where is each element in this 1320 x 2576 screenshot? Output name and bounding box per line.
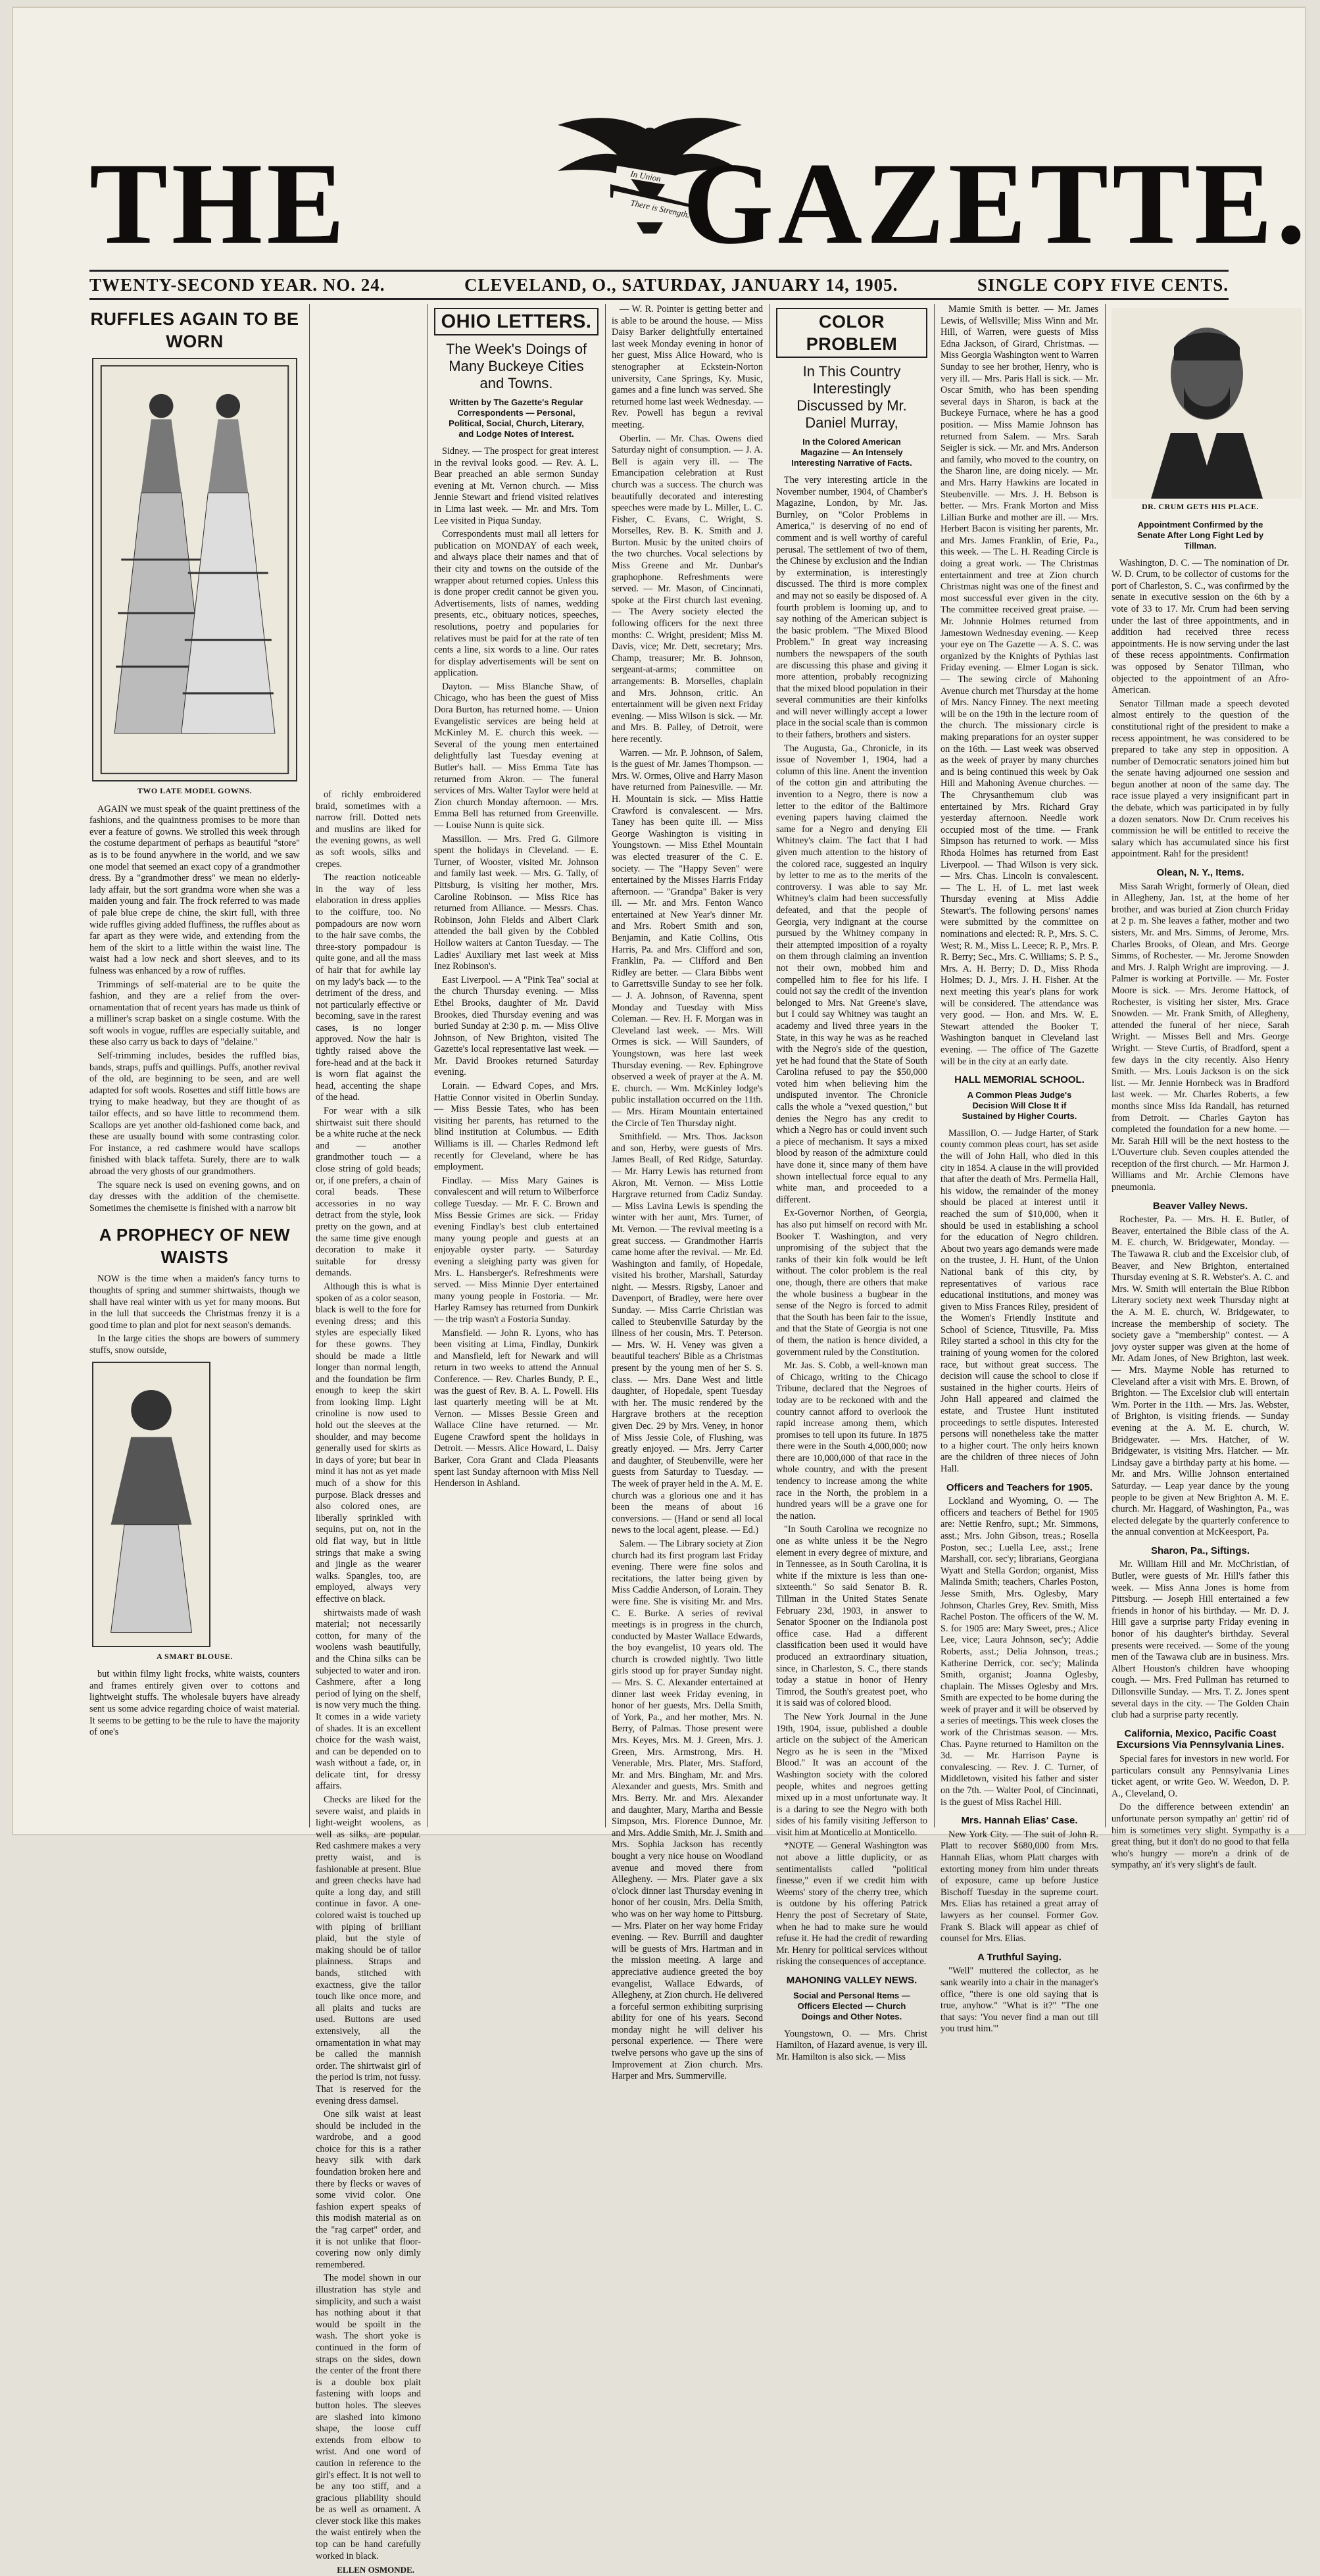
mahoning-para-1: Youngstown, O. — Mrs. Christ Hamilton, of Hazard avenue, is very ill. Mr. Hamilton is also sick. — Miss: [776, 2028, 927, 2062]
masthead: [12, 7, 1310, 295]
hall-school-para: Massillon, O. — Judge Harter, of Stark county common pleas court, has set aside the will of John Hall, who died in this city in 1854. A clause in the will provided that after the death of Mrs. Permelia Hall, his widow, the remainder of the money should be placed at interest until it reached the sum of $10,000, when it should be used in establishing a school for the education of Negro children. About two years ago demands were made on the trustee, J. H. Hunt, of the Union National bank of this city, by representatives of various race educational institutions, and money was given to Miss Frances Riley, president of the Women's Friendly Institute and School of Science, Titusville, Pa. Miss Riley started a school in this city for the training of young women for the colored race, but without great success. The decision will cause the school to close if sustained in the higher courts. Heirs of John Hall appeared and claimed the estate, and Trustee Hunt instituted proceedings to settle disputes. Interested persons will nonetheless take the matter to a higher court. The only heirs known are the children of three nieces of John Hall.: [941, 1127, 1098, 1474]
portrait-image: [1112, 308, 1302, 499]
volume-number: TWENTY-SECOND YEAR. NO. 24.: [89, 274, 385, 295]
california-para-2: Do the difference between extendin' an unfortunate person sympathy an' gettin' rid of him is sometimes very slight. Sympathy is a great thing, but it don't do no good to that fella who's hungry — more'n a drink of de sympathy, an' it's very slight's de fault.: [1112, 1802, 1289, 1871]
blouse-caption: A SMART BLOUSE.: [157, 1651, 233, 1661]
elias-para: New York City. — The suit of John R. Platt to recover $680,000 from Mrs. Hannah Elias, whom Platt charges with extorting money from him under threats of exposure, came up before Justice Bischoff Tuesday in the supreme court. Mrs. Elias has retained a great array of lawyers as her counsel. Former Gov. Frank S. Black will appear as chief of counsel for Mrs. Elias.: [941, 1829, 1098, 1944]
column-color-problem: [776, 304, 927, 2062]
color-para-2: The Augusta, Ga., Chronicle, in its issue of November 1, 1904, had a column of this line. Anent the invention of the cotton gin and attributing the invention to a Negro, there is now a letter to the editor of the Baltimore evening papers having claimed the same for a Negro and denying Eli Whitney's claim. The fact that I had given much attention to the history of the colored race, suggested an inquiry by letter to me as to the merits of the controversy. I was able to say Mr. Whitney's claim had been successfully defeated, and that the people of Georgia, very indignant at the course pursued by the Whitney company in their attempted imposition of a royalty on them through claiming an invention not their own, mobbed him and compelled him to flee for his life. I could not say the credit of the invention belonged to Mrs. Nat Greene's slave, but I could say Whitney was taught an academy and lived three years in the State, in this way he was as he reached with the Negro's side of the question, yet he had found that the State of South Carolina refused to pay the $50,000 voted him when believing him the undisputed inventor. The Chronicle calls the whole a "vexed question," but denies the Negro has any credit to which a Negro has or could invent such a piece of mechanism. It says a mixed blood by reason of the admixture could have done it, since many of them have shown intellectual force equal to any white man, and proceeded to a different.: [776, 743, 927, 1205]
truthful-para: "Well" muttered the collector, as he sank wearily into a chair in the manager's office, "there is one old saying that is true, anyhow." "What is it?" "The one that says: 'You never find a man out till you trust him.'": [941, 1966, 1098, 2035]
ohio-cont-2: Oberlin. — Mr. Chas. Owens died Saturday night of consumption. — J. A. Bell is again very ill. — The Emancipation celebration at Rust church was a success. The church was beautifully decorated and interesting speeches were made by L. Miller, L. C. Fisher, C. Evans, C. Wright, S. Morselles, Rev. B. K. Smith and J. Burton. Music by the united choirs of the two churches. Vocal selections by Miss Greene and Mr. Dunbar's graphophone. Refreshments were served. — Mr. Mason, of Cincinnati, spoke at the First church last evening. — The Avery society elected the following officers for the next three months: C. Wright, president; Miss M. Davis, vice; Mr. Dett, secretary; Mrs. Champ, treasurer; Mr. B. Johnson, sergeant-at-arms; committee on arrangements: B. Morselles, chaplain and Mrs. Johnson, critic. An entertainment will be given next Friday evening. — Miss Wilson is sick. — Mr. and Mrs. B. Palley, of Detroit, were here recently.: [612, 433, 763, 745]
sharon-para: Mr. William Hill and Mr. McChristian, of Butler, were guests of Mr. Hill's father this week. — Miss Anna Jones is home from Pittsburg. — Joseph Hill entertained a few friends in honor of his birthday. — Mr. D. J. Hill gave a surprise party Friday evening in honor of his daughter's birthday. Several presents were received. — Some of the young men of the Tawawa club are in business. Mrs. Albert Houston's children have whooping cough. — Mrs. Fred Pullman has returned to Dillonsville Sunday. — Mrs. T. Z. Jones spent several days in the city. — The Golden Chain club had a surprise party recently.: [1112, 1559, 1289, 1721]
gowns-caption: TWO LATE MODEL GOWNS.: [137, 786, 253, 795]
ohio-cont-3: Warren. — Mr. P. Johnson, of Salem, is the guest of Mr. James Thompson. — Mrs. W. Ormes, Olive and Harry Mason have returned from Painesville. — Mr. H. Mountain is sick. — Miss Hattie Crawford is convalescent. — Mrs. Taney has been quite ill. — Miss George Washington is visiting in Youngstown. — Miss Ethel Mountain was elected treasurer of the C. E. society. — The "Happy Seven" were entertained by the Misses Harris Friday afternoon. — "Grandpa" Baker is very ill. — Mr. and Mrs. Fenton Wanco entertained at New Year's dinner Mr. and Mrs. Robert Smith and son, Benjamin, and Katie Collins, Otis Harris, Pa. and Mrs. Clifford and son, Franklin, Pa. — Clifford and Ben Ridley are better. — Clara Bibbs went to Garrettsville Sunday to see her folk. — J. A. Johnson, of Ravenna, spent Monday and Tuesday with Miss Coleman. — Rev. H. F. Morgan was in Cleveland last week. — Mrs. Will Ormes is sick. — Will Saunders, of Youngstown, was here last week Thursday evening. — Rev. Ephingrove observed a week of prayer at the A. M. E. church. — Wm. McKinley lodge's public installation occurred on the 11th. — Mrs. Hiram Mountain entertained the Circle of Ten Thursday night.: [612, 747, 763, 1129]
beaver-para: Rochester, Pa. — Mrs. H. E. Butler, of Beaver, entertained the Bible class of the A. M. E. church, W. Bridgewater, Monday. — The Tawawa R. club and the Excelsior club, of Beaver, and New Brighton, entertained Thursday evening at S. R. Webster's. A. C. and Mrs. W. Smith will entertain the Blue Ribbon Literary society next week Thursday night at the A. M. E. church, W. Bridgewater, to increase the membership of society. The society gave a "membership" contest. — A jovy oyster supper was given at the home of Mr. Adam Jones, of New Brighton, last week. — Mrs. Mayme Noble has returned to Cleveland after a visit with Mrs. E. Brown, of Brighton. — The Excelsior club will entertain Wm. Porter in the 11th. — Mrs. Jas. Webster, of Brighton, is visiting friends. — Sunday evening at the A. M. E. church, W. Bridgewater. — Mrs. Hatcher, of W. Bridgewater, is visiting Mrs. Hatcher. — Mr. Lindsay gave a birthday party at his home. — Mr. and Mrs. Willie Johnson entertained Saturday. — Leap year dance by the young people to be given at New Brighton A. M. E. church. Mr. Haggard, of Washington, Pa., was elected delegate by the quarterly conference to the annual convention at McKeesport, Pa.: [1112, 1214, 1289, 1538]
truthful-head: A Truthful Saying.: [977, 1951, 1062, 1963]
color-subdeck: In the Colored American Magazine — An Intensely Interesting Narrative of Facts.: [791, 437, 912, 468]
ohio-cont-5: Salem. — The Library society at Zion church had its first program last Friday evening. There were fine solos and recitations, the latter being given by Miss Caddie Anderson, of Lorain. They were fine. She is visiting Mr. and Mrs. C. E. Burke. A series of revival meetings is in progress in the church, conducted by Master Wallace Edwards, the boy evangelist, 10 years old. The church is crowded nightly. Two little girls stood up for prayer Sunday night. — Mrs. S. C. Alexander entertained at dinner last week Friday evening, in honor of her guests, Mrs. Della Smith, of York, Pa., and her mother, Mrs. N. Berry, of Palmas. Those present were Mrs. Keyes, Mrs. M. J. Green, Mrs. J. Green, Mrs. Armstrong, Mrs. H. Venerable, Mrs. Plater, Mrs. Stafford, Mr. and Mrs. Bingham, Mr. and Mrs. Alexander and guests, Mrs. Smith and Mrs. Berry. Mr. and Mrs. Alexander and daughter, Mary, Martha and Bessie Simpson, Mrs. Florence Dunnoe, Mr. and Mrs. Addie Smith, Mr. J. Smith and Mrs. Sophia Jackson has recently bought a very nice house on Woodland avenue and moved there from Allegheny. — Mrs. Plater gave a six o'clock dinner last Thursday evening in honor of her cousin, Mrs. Della Smith, who was on her way home to Pittsburg. — Mrs. Plater on her way home Friday evening. — Rev. Burrill and daughter will be guests of Mrs. Hartman and in the mission meeting. A large and appreciative audience greeted the boy evangelist, Wallace Edwards, of Allegheny, at Zion church. He delivered a forceful sermon exhibiting surprising ability for one of his years. Second monday night he will deliver his personal experience. — There were twelve persons who gave up the sins of Improvement at Zion church. Mrs. Harper and Mrs. Summerville.: [612, 1538, 763, 2082]
officers-head: Officers and Teachers for 1905.: [946, 1481, 1093, 1493]
color-deck: In This Country Interestingly Discussed by Mr. Daniel Murray,: [796, 363, 907, 431]
column-mahoning: [941, 304, 1098, 2035]
blouse-illustration: [92, 1362, 210, 1647]
color-para-5: "In South Carolina we recognize no one as white unless it be the Negro element in every degree of mixture, and in Tennessee, as in South Carolina, it is white if the mixture is less than one-sixteenth." So said Senator B. R. Tillman in the United States Senate February 23d, 1903, in answer to Senator Spooner on the Indianola post office case. Had a different classification been used it would have produced an extraordinary situation, since, in Charleston, S. C., there stands today a statue in honor of Henry Timrod, the South's greatest poet, who it is said was of colored blood.: [776, 1524, 927, 1709]
ruffles-para-4: The square neck is used on evening gowns, and on day dresses with the addition of the chemisette. Sometimes the chemisette is finished with a narrow bit: [89, 1179, 300, 1214]
waists-para-3: but within filmy light frocks, white waists, counters and frames entirely given over to cottons and lightweight stuffs. The wholesale buyers have already sent us some advice regarding choice of waist material. It seems to be getting to be the rule to have the majority of one's: [89, 1669, 300, 1738]
crum-para-2: Senator Tillman made a speech devoted almost entirely to the question of the constitutional right of the president to make a recess appointment, he was considered to be prepared to take any step in opposition. A number of Democratic senators joined him but the senate having adjourned one session and begun another at noon of the same day. The race issue played a very insignificant part in the debate, which was participated in by fully a dozen senators. Now Dr. Crum receives his commission he will be entitled to receive the salary which has accumulated since his first appointment. Rah! for the president!: [1112, 698, 1289, 860]
headline-ohio-letters: OHIO LETTERS.: [434, 308, 599, 335]
elias-head: Mrs. Hannah Elias' Case.: [961, 1815, 1078, 1827]
ohio-cont-4: Smithfield. — Mrs. Thos. Jackson and son, Herby, were guests of Mrs. James Beall, of Red Ridge, Saturday. — Mr. Harry Lewis has returned from Akron, Mt. Vernon. — Miss Lottie Hargrave returned from Cadiz Sunday. — Miss Lavina Lewis is spending the winter with her aunt, Mrs. Turner, of Mt. Vernon. — The revival meeting is a great success. — Grandmother Harris came home after the revival. — Mr. Ed. Washington and family, of Hopedale, visited his brother, Marshall, Saturday night. — Messrs. Rigsby, Lanoer and Davenport, of Bradley, were here over Sunday. — Miss Carrie Christian was called to Steubenville Saturday by the illness of her cousin, Mrs. T. Peterson. — Mrs. W. H. Veney was given a beautiful teachers' Bible as a Christmas present by the young men of her S. S. class. — Mrs. Dane West and little daughter, of Hopedale, spent Tuesday with her. The music rendered by the Hargrave brothers at the reception given Dec. 29 by Mrs. Veney, in honor of Miss Jessie Cole, of Flushing, was greatly enjoyed. — Mrs. Jerry Carter and daughter, of Steubenville, were her guests from Saturday to Tuesday. — The week of prayer held in the A. M. E. church was a glorious one and it has been the means of about 16 conversions. — (Hand or send all local news to the local agent, please. — Ed.): [612, 1131, 763, 1536]
ohio-para-3: Dayton. — Miss Blanche Shaw, of Chicago, who has been the guest of Miss Dora Burton, has returned home. — Union Evangelistic services are being held at McKinley M. E. church this week. — Several of the young men entertained delightfully last Tuesday evening at Butler's hall. — Miss Emma Tate has returned from Akron. — The funeral services of Mrs. Walter Taylor were held at Zion church Monday afternoon. — Mrs. Emma Bell has returned from Greenville. — Louise Nunn is quite sick.: [434, 681, 599, 831]
ohio-para-6: Lorain. — Edward Copes, and Mrs. Hattie Connor visited in Oberlin Sunday. — Miss Bessie Tates, who has been visiting her parents, has returned to the blind institution at Columbus. — Edith Williams is ill. — Charles Redmond left recently for Cleveland, where he has employment.: [434, 1081, 599, 1173]
fashion-cont-2: The reaction noticeable in the way of less elaboration in dress applies to the coiffure, too. No pompadours are now worn to the hair save combs, the three-story pompadour is quite gone, and all the mass of hair that for awhile lay on my lady's back — to the detriment of the dress, and not particularly effective or becoming, save in the rarest cases, is no longer approved. Now the hair is tightly raised above the fore-head and at the back it is worn flat against the head, accenting the shape of the head.: [316, 872, 421, 1103]
headline-ruffles: RUFFLES AGAIN TO BE WORN: [90, 309, 299, 351]
ohio-cont-1: — W. R. Pointer is getting better and is able to be around the house. — Miss Daisy Barker delightfully entertained last week Monday evening in honor of her guest, Miss Alice Howard, who is stenographer at Eckstein-Norton university, Cane Springs, Ky. Music, games and a fine lunch was served. She returned home last week Wednesday. — Rev. Powell has begun a revival meeting.: [612, 304, 763, 430]
fashion-cont-7: One silk waist at least should be included in the wardrobe, and a good choice for this is a rather heavy silk with dark foundation broken here and there by flecks or waves of some vivid color. One fashion expert speaks of this modish material as on the "rag carpet" order, and it is not unlike that floor-covering now only dimly remembered.: [316, 2109, 421, 2270]
fashion-cont-8: The model shown in our illustration has style and simplicity, and such a waist has nothing about it that would be spoilt in the wash. The short yoke is continued in the form of straps on the sides, down the center of the front there is a double box plait fastening with loops and button holes. The sleeves are slashed into kimono shape, the loose cuff extends from elbow to wrist. And one word of caution in reference to the girl's effect. It is not well to be any too stiff, and a gracious pliability should be as well as ornament. A clever stock like this makes the waist entirely when the top can be hand carefully worked in black.: [316, 2273, 421, 2562]
ohio-deck: The Week's Doings of Many Buckeye Cities and Towns.: [445, 341, 587, 391]
gowns-illustration: [92, 358, 297, 781]
place-date: CLEVELAND, O., SATURDAY, JANUARY 14, 1905.: [464, 274, 898, 295]
masthead-title-right: GAZETTE.: [683, 138, 1310, 268]
crum-para-1: Washington, D. C. — The nomination of Dr. W. D. Crum, to be collector of customs for the port of Charleston, S. C., was confirmed by the senate in executive session on the 6th by a vote of 33 to 17. Mr. Crum had been serving under the last of three appointments, and in addition had received three recess appointments. He is now serving under the last of these recess appointments. Confirmation was opposed by Senator Tillman, who objected to the appointment of an Afro-American.: [1112, 557, 1290, 696]
dateline: [89, 270, 1229, 300]
column-ohio-letters: [434, 304, 599, 1827]
crum-caption: DR. CRUM GETS HIS PLACE.: [1141, 502, 1259, 511]
fashion-cont-5: shirtwaists made of wash material; not necessarily cotton, for many of the woolens wash beautifully, and the China silks can be subjected to water and iron. Cashmere, after a long period of lying on the shelf, is now very much the thing. It comes in a wide variety of shades. It is an excellent choice for the wash waist, and can be depended on to wash without a fade, or, in delicate tint, for dressy affairs.: [316, 1607, 421, 1792]
fashion-cont-1: of richly embroidered braid, sometimes with a narrow frill. Dotted nets and muslins are liked for the evening gowns, as well as soft wools, silks and crepes.: [316, 789, 421, 870]
olean-para: Miss Sarah Wright, formerly of Olean, died in Allegheny, Jan. 1st, at the home of her brother, and was buried at Zion church Friday at 2 p. m. She leaves a father, mother and two sisters, Mr. and Mrs. Simms, of Jerome, Mrs. Charles Brooks, of Olean, and Mrs. George Simms, of Rochester. — Mr. Jerome Snowden and Mrs. J. Ralph Wright are improving. — J. Palmer is working at Portville. — Mr. Foster Moore is sick. — Mrs. Jerome Hattock, of Rochester, is visiting her sister, Mrs. Grace Snowden. — Mr. Frank Smith, of Allegheny, attended the funeral of her niece, Sarah Wright. — Misses Bell and Mrs. George Wright. — Steve Curtis, of Bradford, spent a few days in the city recently. Also Henry Smith. — Mrs. Louis Jackson is on the sick list. — Mr. Jennie Hornbeck was in Bradford last week. — Mr. Charles Roberts, a few months since Miss Ida Randall, has returned from Detroit. — Charles Gayton has completed the foundation for a new home. — Mr. Sarah Hill will be the next hostess to the L'Ouverture club. Seven couples attended the reception of the first church. — Mr. Harmon J. Williams and Mr. Archie Clemons have pneumonia.: [1112, 881, 1289, 1193]
newspaper-page: [12, 7, 1310, 2575]
column-rule: [934, 304, 935, 1827]
smart-blouse-image: [93, 1363, 209, 1646]
signature: ELLEN OSMONDE.: [337, 2565, 414, 2575]
california-head: California, Mexico, Pacific Coast Excursions Via Pennsylvania Lines.: [1116, 1727, 1284, 1751]
hall-school-head: HALL MEMORIAL SCHOOL.: [954, 1074, 1085, 1086]
beaver-head: Beaver Valley News.: [1152, 1200, 1248, 1212]
price: SINGLE COPY FIVE CENTS.: [977, 274, 1229, 295]
banner-lower: There is Strength.: [629, 197, 691, 220]
fashion-cont-6: Checks are liked for the severe waist, and plaids in light-weight woolens, as well as silks, are popular. Red cashmere makes a very pretty waist, and is fashionable at present. Blue and green checks have had quite a long day, and still continue in favor. A one-colored waist is touched up with piping of brilliant plaid, but the style of making should be of tailor plainness. Straps and bands, stitched with exactness, give the tailor touch like once more, and all plaits and tucks are used. Buttons are used extensively, all the ornamentation in what may be called the mannish order. The shirtwaist girl of the period is trim, not fussy. That is reserved for the evening dress damsel.: [316, 1795, 421, 2106]
color-para-3: Ex-Governor Northen, of Georgia, has also put himself on record with Mr. Booker T. Washington, and very unpromising of the subject that the ranks of their kin folk would be left without. The color problem is the real one, though, there are others that make the whole business a bugbear in the sense of the Negro is forced to admit that the South has been fair to the issue, and that the State of Georgia is not one of them, the nation is hence divided, a government ruled by the Constitution.: [776, 1208, 927, 1358]
crum-portrait: [1112, 308, 1302, 499]
ohio-subdeck: Written by The Gazette's Regular Correspondents — Personal, Political, Social, Church, Literary, and Lodge Notes of Interest.: [449, 397, 584, 439]
color-para-6: The New York Journal in the June 19th, 1904, issue, published a double article on the subject of the American Negro as he is seen in the "Mixed Blood." It was an account of the Washington society with the colored people, whites and negroes getting mixed up in a most unfortunate way. It is a daring to see the Negro with both sides of his family visiting Jefferson to visit him at Monticello at Monticello.: [776, 1711, 927, 1838]
masthead-title-left: THE: [89, 138, 349, 268]
color-para-7: *NOTE — General Washington was not above a little duplicity, or as sentimentalists called "political finesse," even if we credit him with Weems' story of the cherry tree, which is outdone by his offering Patrick Henry the post of Secretary of State, when he had to make sure he would refuse it. He had the credit of rewarding Mr. Henry for political services without risking the consequences of acceptance.: [776, 1841, 927, 1968]
ruffles-para-3: Self-trimming includes, besides the ruffled bias, bands, straps, puffs and quillings. Puffs, another revival of the old, are beginning to be seen, and are well adapted for soft wools. Rosettes and stiff little bows are trying to make headway, but they are thought of as tailor effects, and so have little to recommend them. Scallops are yet another old-fashioned come back, and these are usually bound with some contrasting color. For instance, a red cashmere would have scallops finished with black taffeta. Surely, there are to walk abroad the very ghosts of our grandmothers.: [89, 1051, 300, 1177]
color-para-4: Mr. Jas. S. Cobb, a well-known man of Chicago, writing to the Chicago Tribune, declared that the Negroes of today are to be reckoned with and the country cannot afford to overlook the rapid increase among them, which promises to tell upon its future. In 1875 there were in the South 4,000,000; now there are 10,000,000 of that race in the whole country, and with the present tendency to increase among the white race in the North, the problem in a hundred years will be a grave one for the nation.: [776, 1360, 927, 1522]
ohio-para-2: Correspondents must mail all letters for publication on MONDAY of each week, and always place their names and that of their city and towns on the outside of the wrapper about returned copies. Unless this is done proper credit cannot be given you. Advertisements, lists of names, wedding presents, etc., obituary notices, speeches, resolutions, poetry and popularies for relatives must be paid for at the rate of ten cents a line, six words to a line. Our rates for display advertisements will be sent on application.: [434, 529, 599, 679]
column-crum: [1112, 304, 1290, 1871]
banner-upper: In Union: [629, 168, 662, 184]
ohio-para-8: Mansfield. — John R. Lyons, who has been visiting at Lima, Findlay, Dunkirk and Mansfield, left for Newark and will return in two weeks to attend the Annual Conference. — Rev. Charles Bundy, P. E., was the guest of Rev. B. A. L. Powell. His last quarterly meeting will be at Mt. Vernon. — Misses Bessie Green and Wallace Cline have returned. — Mr. Eugene Crawford spent the holidays in Detroit. — Messrs. Alice Howard, L. Daisy Barker, Cora Grant and Clada Pleasants spent last Sunday afternoon with Miss Nell Henderson in Ashland.: [434, 1327, 599, 1489]
mahoning-subdeck: Social and Personal Items — Officers Elected — Church Doings and Other Notes.: [793, 1990, 910, 2021]
headline-color-problem: COLOR PROBLEM: [776, 308, 927, 358]
crum-subdeck: Appointment Confirmed by the Senate After Long Fight Led by Tillman.: [1137, 519, 1264, 551]
column-ohio-continued: [612, 304, 763, 2082]
ohio-para-7: Findlay. — Miss Mary Gaines is convalescent and will return to Wilberforce college Tuesday. — Mr. F. C. Brown and Miss Bessie Grimes are sick. — Friday evening Findlay's best club entertained many young people and guests at an enjoyable oyster party. — Saturday evening a sleighing party was given for Mrs. L. Hansberger's. Refreshments were served. — Miss Minnie Dyer entertained many young people in Fostoria. — Mr. Harley Ramsey has returned from Dunkirk — the trip wasn't a Fostoria Sunday.: [434, 1175, 599, 1325]
ohio-para-1: Sidney. — The prospect for great interest in the revival looks good. — Rev. A. L. Bear preached an able sermon Sunday evening at Mt. Vernon church. — Miss Jennie Stewart and friend visited relatives in Lima last week. — Mr. and Mrs. Tom Lee visited in Piqua Sunday.: [434, 446, 599, 526]
ruffles-para-1: AGAIN we must speak of the quaint prettiness of the fashions, and the quaintness promises to be more than ever a feature of gowns. We strolled this week through the costume department of perhaps as beautiful "store" as is to be found anywhere in the world, and we saw one model that seemed an exact copy of a grandmother dress. By a "grandmother dress" we mean no elderly-lady affair, but the sort grandma wore when she was a maiden young and fair. The frock referred to was made of pale blue crepe de chine, the skirt full, with three wide ruffles giving added fluffiness, the ruffles about as far apart as they were wide, and extending from the hem of the skirt to a little within the waist line. The waist had a low neck and short sleeves, and to its fulness was enhanced by a row of ruffles.: [89, 803, 300, 976]
ruffles-para-2: Trimmings of self-material are to be quite the fashion, and they are a relief from the over-ornamentation that of recent years has made us think of a milliner's scrap basket on a single costume. With the soft wools in vogue, ruffles are especially suitable, and these also carry us back to days of "delaine.": [89, 979, 300, 1048]
fashion-cont-3: For wear with a silk shirtwaist suit there should be a white ruche at the neck and — another grandmother touch — a close string of gold beads; or, if one prefers, a chain of coral beads. These accessories in no way detract from the style, look pretty on the gown, and at the same time give enough decoration to make it suitable for dressy demands.: [316, 1106, 421, 1279]
column-fashion-right: [316, 789, 421, 2575]
column-rule: [309, 304, 310, 1827]
hall-school-subdeck: A Common Pleas Judge's Decision Will Close It if Sustained by Higher Courts.: [962, 1089, 1077, 1121]
ohio-para-4: Massillon. — Mrs. Fred G. Gilmore spent the holidays in Cleveland. — E. Turner, of Wooster, visited Mr. Johnson and family last week. — Mrs. G. Tally, of Pittsburg, is visiting her mother, Mrs. Caroline Robinson. — Miss Rice has returned from Alliance. — Messrs. Chas. Robinson, John Fields and Albert Clark attended the ball given by the Cobbled Hollow waiters at Canton Tuesday. — The Ladies' Auxiliary met last week at Miss Inez Robinson's.: [434, 833, 599, 972]
waists-para-1: NOW is the time when a maiden's fancy turns to thoughts of spring and summer shirtwaists, though we shall have real winter with us yet for many moons. But in the lull that succeeds the Christmas frenzy it is a good time to plan and plot for next season's demands.: [89, 1274, 300, 1331]
fashion-cont-4: Although this is what is spoken of as a color season, black is well to the fore for evening dress; and this styles are especially liked for these gowns. They should be made a little longer than normal length, and the foundation be firm enough to keep the skirt from looking limp. Light crinoline is now used to hold out the sleeves at the shoulder, and may become generally used for skirts as in days of yore; but bear in mind it has not as yet made much of a show for this purpose. Black dresses and also colored ones, are liberally sprinkled with sequins, put on, not in the old flat way, but in little strings that make a swing and jingle as the wearer walks. Spangles, too, are employed, always very effective on black.: [316, 1281, 421, 1604]
column-rule: [605, 304, 606, 1827]
two-gowns-image: [93, 359, 296, 780]
officers-para: Lockland and Wyoming, O. — The officers and teachers of Bethel for 1905 are: Nettie Renfro, supt.; Mr. Simmons, asst.; Mrs. John Gibson, treas.; Rosella Poston, sec.; Luella Lee, asst.; Irene Marshall, cor. sec'y; librarians, Georgiana Wyatt and Stella Gordon; organist, Miss Malinda Smith; teachers, Charles Poston, Jesse Smith, Mrs. Oglesby, Mary Johnson, Charles Grey, Rev. Smith, Miss Rachel Poston. The officers of the W. M. S. for 1905 are: Mary Sweet, pres.; Alice Lee, vice; Laura Johnson, sec'y; Addie Roberts, asst.; Delia Johnson, treas.; Katherine Derrick, cor. sec'y; Malinda Smith, organist; Joanna Oglesby, chaplain. The Misses Oglesby and Mrs. Smith are expected to be home during the week of prayer and it will be observed by a series of meetings. This week closes the work of the Christmas season. — Mrs. Chas. Payne returned to Hamilton on the 3d. — Mr. Harrison Payne is convalescing. — Rev. J. C. Turner, of Middletown, visited his father and sister on the 7th. — Walter Pool, of Cincinnati, is the guest of Miss Rachel Hill.: [941, 1496, 1098, 1808]
olean-head: Olean, N. Y., Items.: [1156, 867, 1244, 879]
column-fashion-left: [89, 304, 300, 1827]
headline-waists: A PROPHECY OF NEW WAISTS: [99, 1225, 291, 1268]
waists-para-2: In the large cities the shops are bowers of summery stuffs, snow outside,: [89, 1333, 300, 1356]
mahoning-head: MAHONING VALLEY NEWS.: [786, 1975, 917, 1986]
column-rule: [1105, 304, 1106, 1827]
color-para-1: The very interesting article in the November number, 1904, of Chamber's Magazine, London, by Mr. Jas. Burnley, on "Color Problems in America," is deserving of no end of comment and is well worthy of careful perusal. The settlement of two of them, the Chinese by exclusion and the Indian by extermination, is interestingly discussed. The third is more complex and may not so easily be disposed of. A fourth problem is looming up, and to say nothing of the American subject is the basic problem. "The Mixed Blood Problem." In great way increasing numbers the newspapers of the south are discussing this phase and giving it more attention, probably recognizing that the mixed blood population in their several communities are their kinfolks and will never willingly accept a lower place in the social scale than is common to their fathers, brothers and sisters.: [776, 475, 927, 741]
sharon-head: Sharon, Pa., Siftings.: [1150, 1545, 1250, 1556]
mahoning-cont: Mamie Smith is better. — Mr. James Lewis, of Wellsville; Miss Winn and Mr. Hill, of Warren, were guests of Miss Edna Jackson, of Girard, Christmas. — Miss Georgia Washington went to Warren Sunday to see her brother, Henry, who is very ill. — Mrs. Paris Hall is sick. — Mr. Oscar Smith, who has been spending several days in Sharon, is back at the Buckeye Furnace, where he has a good position. — Miss Mamie Johnson has returned from Salem. — Mrs. Sarah Seigler is sick. — Mr. and Mrs. Anderson and family, who moved to the country, on the Sharon line, are doing nicely. — Mr. and Mrs. Harry Hawkins are located in Steubenville. — Mrs. J. H. Bebson is better. — Mrs. Frank Morton and Miss Lillian Burke and mother are ill. — Mrs. Herbert Bacon is visiting her parents, Mr. and Mrs. James Franklin, of Erie, Pa., this week. — The L. H. Reading Circle is doing a great work. — The Christmas entertainment and tree at Zion church Christmas night was one of the finest and most successful ever given in the city. The committee received great praise. — Mr. Johnnie Holmes returned from Jamestown Wednesday evening. — Keep your eye on The Gazette — A. S. C. was organized by the Knights of Pythias last Friday evening. — Elmer Logan is sick. — The sewing circle of Mahoning Avenue church met Thursday at the home of Mrs. Nancy Finney. The next meeting will be on the 19th in the lecture room of the church. The missionary circle is making preparations for an oyster supper on the 16th. — Last week was observed as the week of prayer by many churches and is being continued this week by Oak Hill and Mahoning Avenue churches. — The Chrysanthemum club was entertained by Mrs. Richard Gray yesterday afternoon. Needle work occupied most of the time. — Frank Simpson has returned to work. — Miss Rhoda Holmes has returned from East Liverpool. — Thad Wilson is very sick. — Mrs. Chas. Lincoln is convalescent. — The L. H. of L. met last week Thursday evening at Miss Addie Stewart's. The following persons' names were submitted by the committee on nominations and elected: R. P., Mrs. S. C. West; R. M., Miss L. Leece; R. P., Mrs. P. R. Berry; Sec., Mrs. C. Williams; S. P. S., Mrs. A. H. Berry; D. D., Miss Rhoda Holmes; D. J., Mrs. J. H. Fisher. At the next meeting this year's plans for work will be considered. The attendance was very good. — Hon. and Mrs. W. E. Stewart attended the Booker T. Washington banquet in Cleveland last evening. — The office of The Gazette will be in the city at an early date.: [941, 304, 1098, 1067]
california-para-1: Special fares for investors in new world. For particulars consult any Pennsylvania Lines ticket agent, or write Geo. W. Weedon, D. P. A., Cleveland, O.: [1112, 1753, 1289, 1799]
ohio-para-5: East Liverpool. — A "Pink Tea" social at the church Thursday evening. — Miss Ethel Brooks, daughter of Mr. David Brookes, died Thursday evening and was buried Sunday at 2:30 p. m. — Miss Olive Johnson, of New Brighton, visited The Gazette's local representative last week. — Mr. David Brookes returned Saturday evening.: [434, 974, 599, 1078]
